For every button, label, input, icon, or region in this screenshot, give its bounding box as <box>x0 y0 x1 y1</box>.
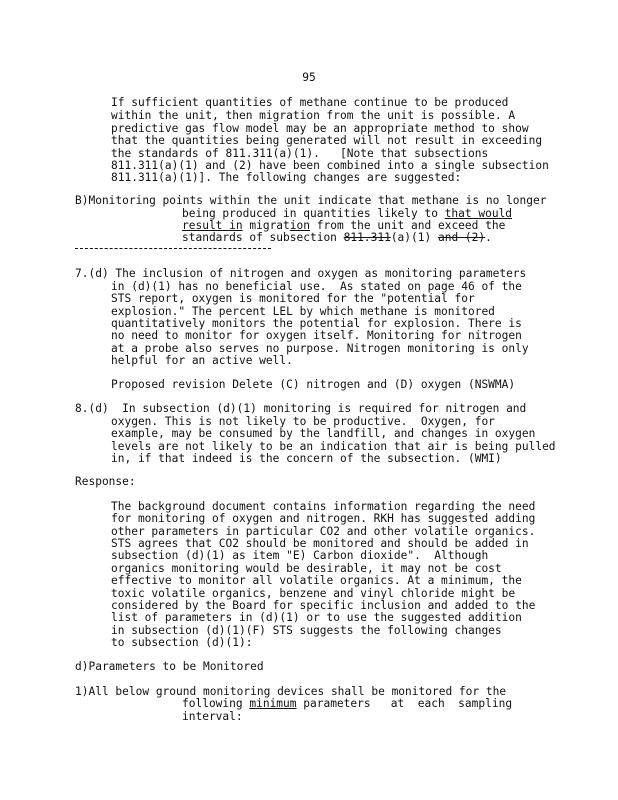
response-line: organics monitoring would be desirable, it may not be cost <box>111 562 502 575</box>
rule-1-line: following minimum parameters at each sampling <box>182 697 513 710</box>
page-number: 95 <box>302 71 316 84</box>
amendment-b-line: result in migration from the unit and exceed the <box>182 219 506 232</box>
amendment-b-line: B)Monitoring points within the unit indicate that methane is no longer <box>75 194 547 207</box>
comment-8-line: in, if that indeed is the concern of the subsection. (WMI) <box>111 452 502 465</box>
amendment-b-line: standards of subsection 811.311(a)(1) and (2). <box>182 231 492 244</box>
comment-8-line: oxygen. This is not likely to be productive. Oxygen, for <box>111 415 495 428</box>
response-line: considered by the Board for specific inclusion and added to the <box>111 599 536 612</box>
comment-7-line: quantitatively monitors the potential for explosion. There is <box>111 317 522 330</box>
intro-line: 811.311(a)(1)]. The following changes are suggested: <box>111 171 462 184</box>
comment-7-line: 7.(d) The inclusion of nitrogen and oxygen as monitoring parameters <box>75 267 527 280</box>
inserted-text: that would <box>444 207 513 220</box>
response-line: list of parameters in (d)(1) or to use the suggested addition <box>111 611 522 624</box>
comment-7-line: helpful for an active well. <box>111 354 293 367</box>
inserted-text: result in <box>182 219 243 232</box>
comment-7-line: STS report, oxygen is monitored for the "potential for <box>111 292 475 305</box>
response-line: for monitoring of oxygen and nitrogen. RKH has suggested adding <box>111 512 536 525</box>
intro-line: that the quantities being generated will not result in exceeding <box>111 134 543 147</box>
inserted-text: minimum <box>249 697 297 710</box>
response-line: toxic volatile organics, benzene and vinyl chloride might be <box>111 587 516 600</box>
response-line: effective to monitor all volatile organics. At a minimum, the <box>111 574 522 587</box>
section-divider <box>75 248 271 249</box>
response-line: STS agrees that CO2 should be monitored and should be added in <box>111 537 529 550</box>
amendment-b-line: being produced in quantities likely to that would <box>182 207 513 220</box>
comment-7-line: at a probe also serves no purpose. Nitrogen monitoring is only <box>111 342 529 355</box>
comment-7-line: explosion." The percent LEL by which methane is monitored <box>111 305 495 318</box>
intro-line: within the unit, then migration from the unit is possible. A <box>111 109 516 122</box>
response-line: The background document contains information regarding the need <box>111 500 536 513</box>
comment-8-line: 8.(d) In subsection (d)(1) monitoring is required for nitrogen and <box>75 402 527 415</box>
intro-line: the standards of 811.311(a)(1). [Note that subsections <box>111 147 489 160</box>
inserted-text: ion <box>289 219 310 232</box>
response-line: in subsection (d)(1)(F) STS suggests the following changes <box>111 624 502 637</box>
comment-7-line: in (d)(1) has no beneficial use. As stated on page 46 of the <box>111 280 522 293</box>
rule-1-line: interval: <box>182 710 243 723</box>
response-label: Response: <box>75 475 136 488</box>
response-line: other parameters in particular CO2 and other volatile organics. <box>111 525 536 538</box>
comment-7-line: no need to monitor for oxygen itself. Monitoring for nitrogen <box>111 329 522 342</box>
intro-line: If sufficient quantities of methane continue to be produced <box>111 96 509 109</box>
intro-line: predictive gas flow model may be an appropriate method to show <box>111 122 529 135</box>
proposed-revision: Proposed revision Delete (C) nitrogen and (D) oxygen (NSWMA) <box>111 378 516 391</box>
comment-8-line: levels are not likely to be an indication that air is being pulled <box>111 440 556 453</box>
response-line: to subsection (d)(1): <box>111 636 253 649</box>
deleted-text: 811.311 <box>343 231 391 244</box>
response-line: subsection (d)(1) as item "E) Carbon dioxide". Although <box>111 549 489 562</box>
comment-8-line: example, may be consumed by the landfill, and changes in oxygen <box>111 427 536 440</box>
deleted-text: and (2) <box>437 231 486 244</box>
parameters-heading: d)Parameters to be Monitored <box>75 660 264 673</box>
rule-1-line: 1)All below ground monitoring devices shall be monitored for the <box>75 685 507 698</box>
intro-line: 811.311(a)(1) and (2) have been combined into a single subsection <box>111 159 549 172</box>
